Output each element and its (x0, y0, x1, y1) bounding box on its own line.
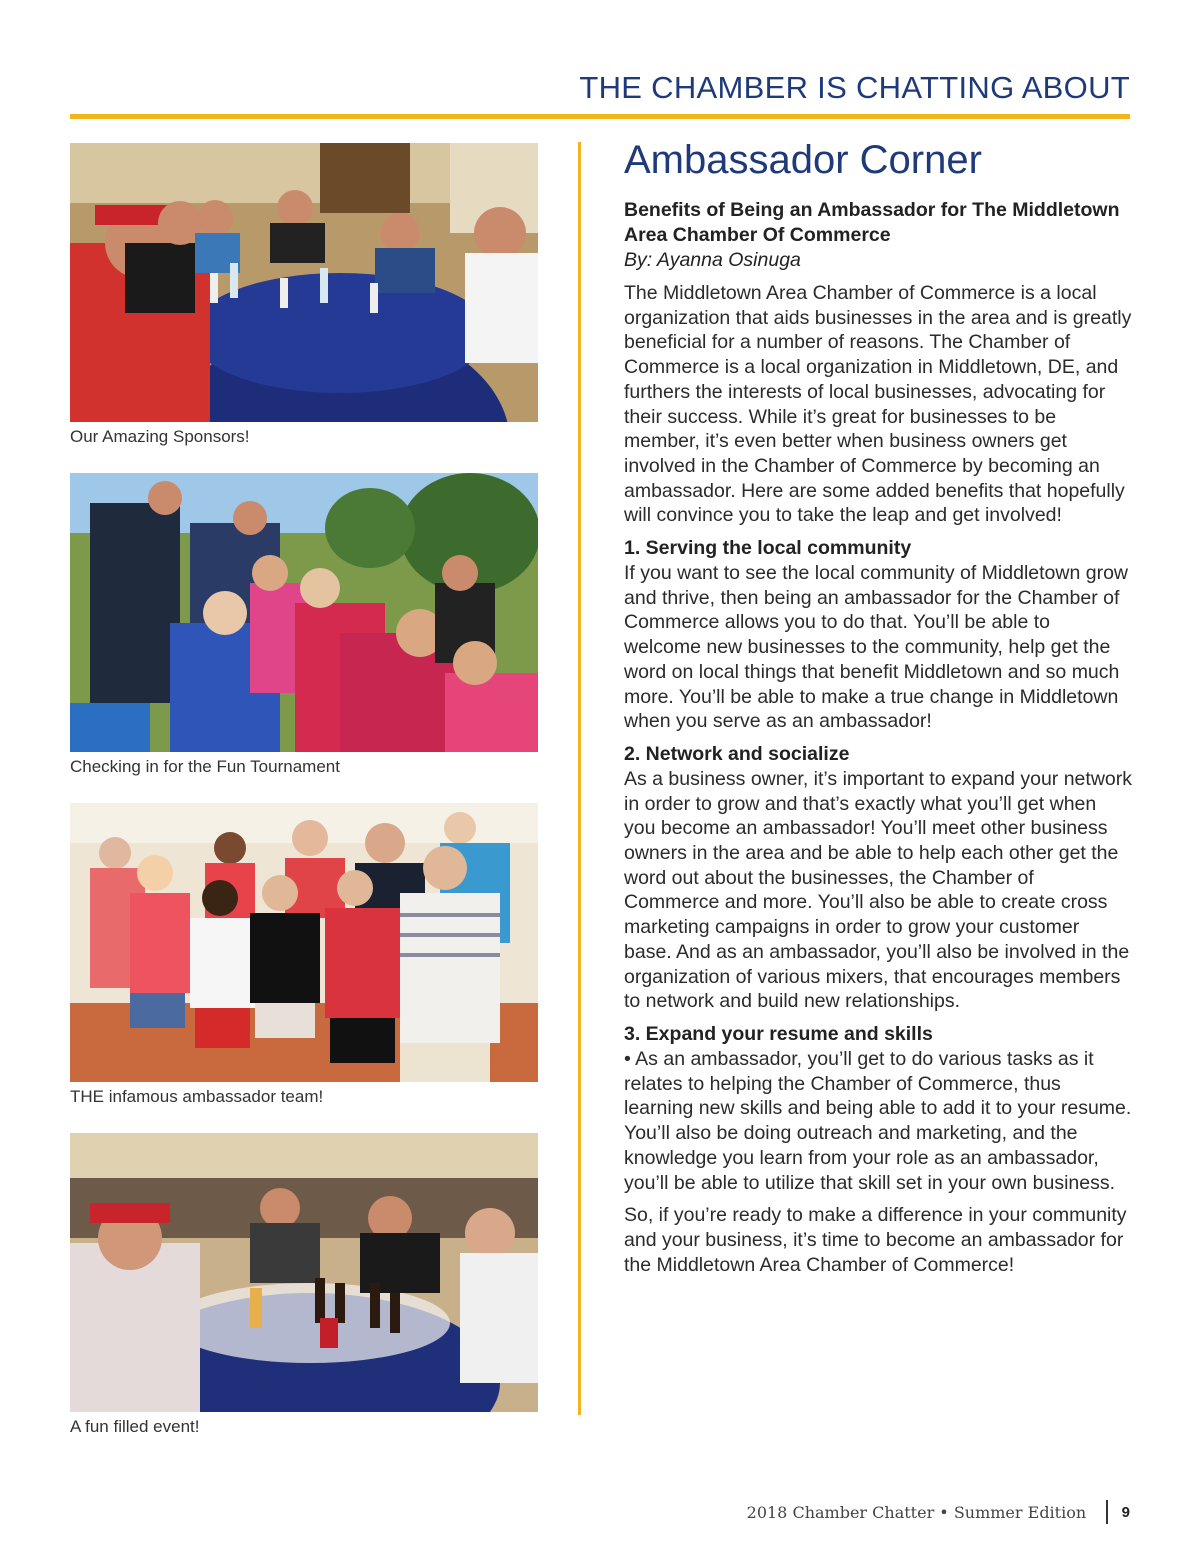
photo-fun-event (70, 1133, 538, 1412)
article (624, 136, 1132, 1285)
fun-tournament-photo-image (70, 473, 538, 752)
section-title: THE CHAMBER IS CHATTING ABOUT (579, 70, 1130, 105)
article-subtitle: Benefits of Being an Ambassador for The Middletown Area Chamber Of Commerce (624, 199, 1120, 246)
section-text: If you want to see the local community of Middletown grow and thrive, then being an ambassador for the Chamber of Commerce allows you to do that. You’ll be able to welcome new businesses to the community, help get the word on local things that benefit Middletown and so much more. You’ll be able to make a true change in Middletown when you serve as an ambassador! (624, 562, 1128, 733)
photo-fun-tournament (70, 473, 538, 752)
section-text: As a business owner, it’s important to expand your network in order to grow and that’s exactly what you’ll get when you become an ambassador! You’ll meet other business owners in the area and be able to help each other get the word out about the businesses, the Chamber of Commerce and more. You’ll also be able to create cross marketing campaigns in order to grow your customer base. And as an ambassador, you’ll also be involved in the organization of various mixers, that encourages members to network and build new relationships. (624, 767, 1132, 1013)
photo-sponsors (70, 143, 538, 422)
article-byline: By: Ayanna Osinuga (624, 249, 801, 271)
page-footer (747, 1500, 1130, 1524)
section-heading: 1. Serving the local community (624, 537, 912, 560)
page-number: 9 (1121, 1503, 1130, 1521)
section-heading: 2. Network and socialize (624, 742, 850, 765)
photo-caption: Checking in for the Fun Tournament (70, 757, 340, 776)
photo-caption: Our Amazing Sponsors! (70, 427, 250, 446)
article-title: Ambassador Corner (624, 138, 982, 182)
photo-caption: A fun filled event! (70, 1417, 200, 1436)
publication-name: 2018 Chamber Chatter • Summer Edition (746, 1502, 1087, 1522)
photo-ambassador-team (70, 803, 538, 1082)
section-text: • As an ambassador, you’ll get to do various tasks as it relates to helping the Chamber of Commerce, thus learning new skills and being able to add it to your resume. You’ll also be doing outreach and marketing, and the knowledge you learn from your role as an ambassador, you’ll be able to utilize that skill set in your own business. (624, 1047, 1132, 1194)
header-divider (70, 114, 1130, 119)
photo-caption: THE infamous ambassador team! (70, 1087, 324, 1106)
sponsors-photo-image (70, 143, 538, 422)
article-closing: So, if you’re ready to make a difference in your community and your business, it’s time to become an ambassador for the Middletown Area Chamber of Commerce! (624, 1204, 1127, 1276)
section-heading: 3. Expand your resume and skills (624, 1022, 933, 1045)
ambassador-team-photo-image (70, 803, 538, 1082)
fun-event-photo-image (70, 1133, 538, 1412)
article-intro: The Middletown Area Chamber of Commerce is a local organization that aids businesses in the area and is greatly beneficial for a number of reasons. The Chamber of Commerce is a local organization in Middletown, DE, and furthers the interests of local businesses, advocating for their success. While it’s great for businesses to be member, it’s even better when business owners get involved in the Chamber of Commerce by becoming an ambassador. Here are some added benefits that hopefully will convince you to take the leap and get involved! (624, 282, 1132, 527)
footer-divider (1106, 1500, 1108, 1524)
column-divider (578, 142, 581, 1415)
